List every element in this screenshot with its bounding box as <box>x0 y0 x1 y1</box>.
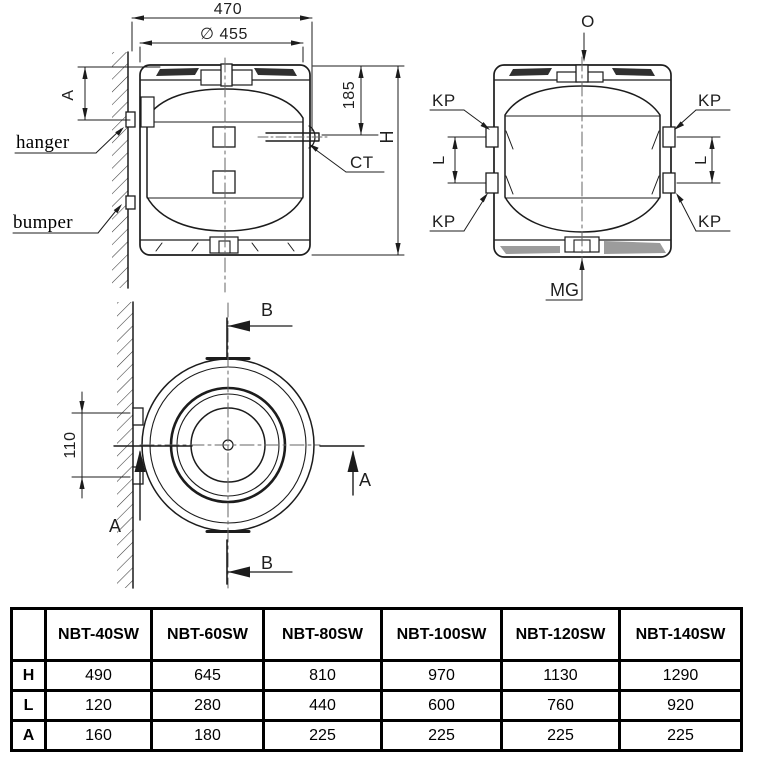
column-header: NBT-60SW <box>152 609 264 661</box>
dim-diameter-label: ∅ 455 <box>199 26 249 43</box>
dim-h-label: H <box>376 130 397 144</box>
dim-185 <box>313 66 404 135</box>
section-b-arrow-bottom <box>228 567 250 578</box>
kp-fitting-right-lower <box>663 173 675 193</box>
table-cell: 760 <box>502 691 620 721</box>
section-a-arrow-right <box>348 450 359 472</box>
dim-l-left <box>448 137 486 183</box>
table-row <box>12 691 742 721</box>
column-header: NBT-40SW <box>46 609 152 661</box>
back-view-diagram <box>430 12 730 300</box>
table-cell: 225 <box>264 721 382 751</box>
dimension-table <box>10 607 743 752</box>
kp-label-bottom-left: KP <box>432 212 456 231</box>
section-b-arrow-top <box>228 321 250 332</box>
kp-fitting-right-upper <box>663 127 675 147</box>
mg-label: MG <box>550 280 579 300</box>
dim-470-label: 470 <box>213 1 243 18</box>
hanger-label: hanger <box>16 132 70 153</box>
table-cell: 225 <box>382 721 502 751</box>
table-cell: 810 <box>264 661 382 691</box>
kp-label-bottom-right: KP <box>698 212 722 231</box>
section-b-label-top: B <box>261 300 274 320</box>
bumper-bracket <box>126 196 135 209</box>
column-header: NBT-100SW <box>382 609 502 661</box>
wall-hatching-top-view <box>117 302 133 588</box>
ct-label: CT <box>350 153 374 172</box>
column-header: NBT-120SW <box>502 609 620 661</box>
table-cell: 1130 <box>502 661 620 691</box>
dim-l-right-label: L <box>693 155 711 165</box>
table-cell: 1290 <box>620 661 742 691</box>
table-cell: 600 <box>382 691 502 721</box>
kp-fitting-left-upper <box>486 127 498 147</box>
table-cell: 920 <box>620 691 742 721</box>
dim-185-label: 185 <box>341 80 359 110</box>
top-fitting-front <box>221 64 232 86</box>
table-row <box>12 661 742 691</box>
table-cell: 180 <box>152 721 264 751</box>
section-a-label-right: A <box>359 470 372 490</box>
section-a-label-left: A <box>109 516 122 536</box>
dim-l-left-label: L <box>431 155 449 165</box>
table-cell: 970 <box>382 661 502 691</box>
table-row <box>12 721 742 751</box>
o-label: O <box>581 12 595 31</box>
dim-a-front-label: A <box>60 89 78 101</box>
table-cell: 225 <box>620 721 742 751</box>
table-cell: 490 <box>46 661 152 691</box>
wall-hatching <box>112 52 128 288</box>
table-cell: 120 <box>46 691 152 721</box>
table-cell: 225 <box>502 721 620 751</box>
front-view-diagram <box>13 1 404 292</box>
table-cell: 645 <box>152 661 264 691</box>
table-corner-cell <box>12 609 46 661</box>
kp-fitting-left-lower <box>486 173 498 193</box>
dim-110-label: 110 <box>62 431 80 459</box>
table-cell: 160 <box>46 721 152 751</box>
row-label: H <box>12 661 46 691</box>
bumper-label: bumper <box>13 212 73 233</box>
kp-label-top-right: KP <box>698 91 722 110</box>
column-header: NBT-80SW <box>264 609 382 661</box>
dim-455 <box>140 40 303 62</box>
table-header-row <box>12 609 742 661</box>
row-label: A <box>12 721 46 751</box>
kp-label-top-left: KP <box>432 91 456 110</box>
row-label: L <box>12 691 46 721</box>
column-header: NBT-140SW <box>620 609 742 661</box>
table-cell: 440 <box>264 691 382 721</box>
section-b-label-bottom: B <box>261 553 274 573</box>
table-cell: 280 <box>152 691 264 721</box>
top-view-diagram <box>62 300 371 588</box>
